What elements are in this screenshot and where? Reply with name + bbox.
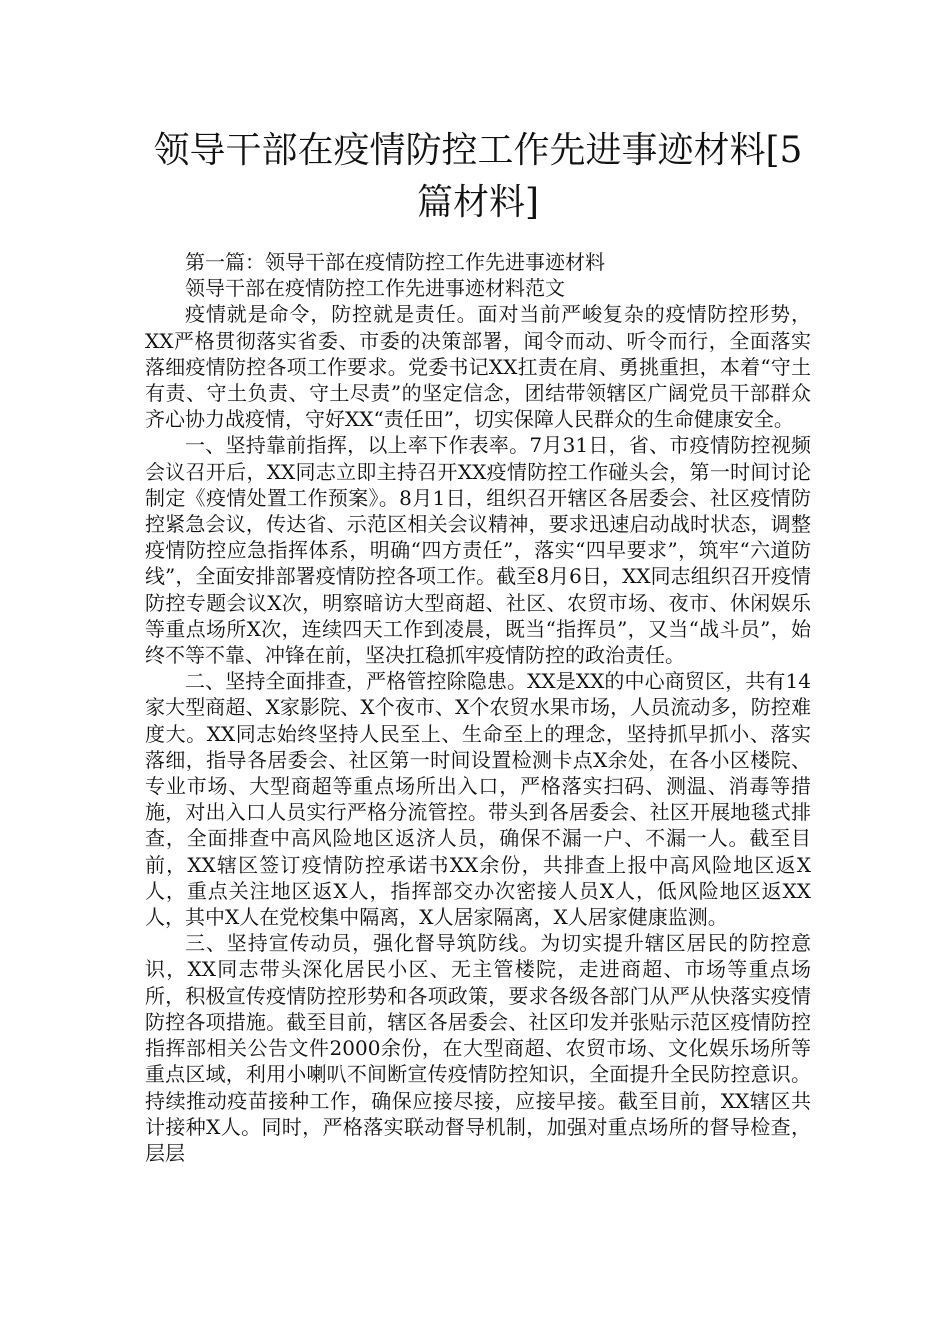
paragraph-1: 第一篇：领导干部在疫情防控工作先进事迹材料 — [185, 250, 605, 274]
paragraph-6: 三、坚持宣传动员，强化督导筑防线。为切实提升辖区居民的防控意识，XX同志带头深化居民小区、无主管楼院，走进商超、市场等重点场所，积极宣传疫情防控形势和各项政策，要求各级各部门从严从快落实疫情防控各项措施。截至目前，辖区各居委会、社区印发并张贴示范区疫情防控指挥部相关公告文件2000余份，在大型商超、农贸市场、文化娱乐场所等重点区域，利用小喇叭不间断宣传疫情防控知识，全面提升全民防控意识。持续推动疫苗接种工作，确保应接尽接，应接早接。截至目前，XX辖区共计接种X人。同时，严格落实联动督导机制，加强对重点场所的督导检查，层层 — [145, 931, 811, 1165]
document-page — [145, 125, 811, 1166]
paragraph-2: 领导干部在疫情防控工作先进事迹材料范文 — [185, 276, 565, 301]
paragraph-3: 疫情就是命令，防控就是责任。面对当前严峻复杂的疫情防控形势，XX严格贯彻落实省委、市委的决策部署，闻令而动、听令而行，全面落实落细疫情防控各项工作要求。党委书记XX扛责在肩、勇挑重担，本着“守土有责、守土负责、守土尽责”的坚定信念，团结带领辖区广阔党员干部群众齐心协力战疫情，守好XX“责任田”，切实保障人民群众的生命健康安全。 — [145, 302, 811, 432]
document-body — [145, 249, 811, 1166]
paragraph-5: 二、坚持全面排查，严格管控除隐患。XX是XX的中心商贸区，共有14家大型商超、X家影院、X个夜市、X个农贸水果市场，人员流动多，防控难度大。XX同志始终坚持人民至上、生命至上的理念，坚持抓早抓小、落实落细，指导各居委会、社区第一时间设置检测卡点X余处，在各小区楼院、专业市场、大型商超等重点场所出入口，严格落实扫码、测温、消毒等措施，对出入口人员实行严格分流管控。带头到各居委会、社区开展地毯式排查，全面排查中高风险地区返济人员，确保不漏一户、不漏一人。截至目前，XX辖区签订疫情防控承诺书XX余份，共排查上报中高风险地区返X人，重点关注地区返X人，指挥部交办次密接人员X人，低风险地区返XX人，其中X人在党校集中隔离，X人居家隔离，X人居家健康监测。 — [145, 669, 811, 930]
document-title: 领导干部在疫情防控工作先进事迹材料[5篇材料] — [153, 130, 803, 223]
paragraph-4: 一、坚持靠前指挥，以上率下作表率。7月31日，省、市疫情防控视频会议召开后，XX同志立即主持召开XX疫情防控工作碰头会，第一时间讨论制定《疫情处置工作预案》。8月1日，组织召开辖区各居委会、社区疫情防控紧急会议，传达省、示范区相关会议精神，要求迅速启动战时状态，调整疫情防控应急指挥体系，明确“四方责任”，落实“四早要求”，筑牢“六道防线”，全面安排部署疫情防控各项工作。截至8月6日，XX同志组织召开疫情防控专题会议X次，明察暗访大型商超、社区、农贸市场、夜市、休闲娱乐等重点场所X次，连续四天工作到凌晨，既当“指挥员”，又当“战斗员”，始终不等不靠、冲锋在前，坚决扛稳抓牢疫情防控的政治责任。 — [145, 433, 811, 668]
